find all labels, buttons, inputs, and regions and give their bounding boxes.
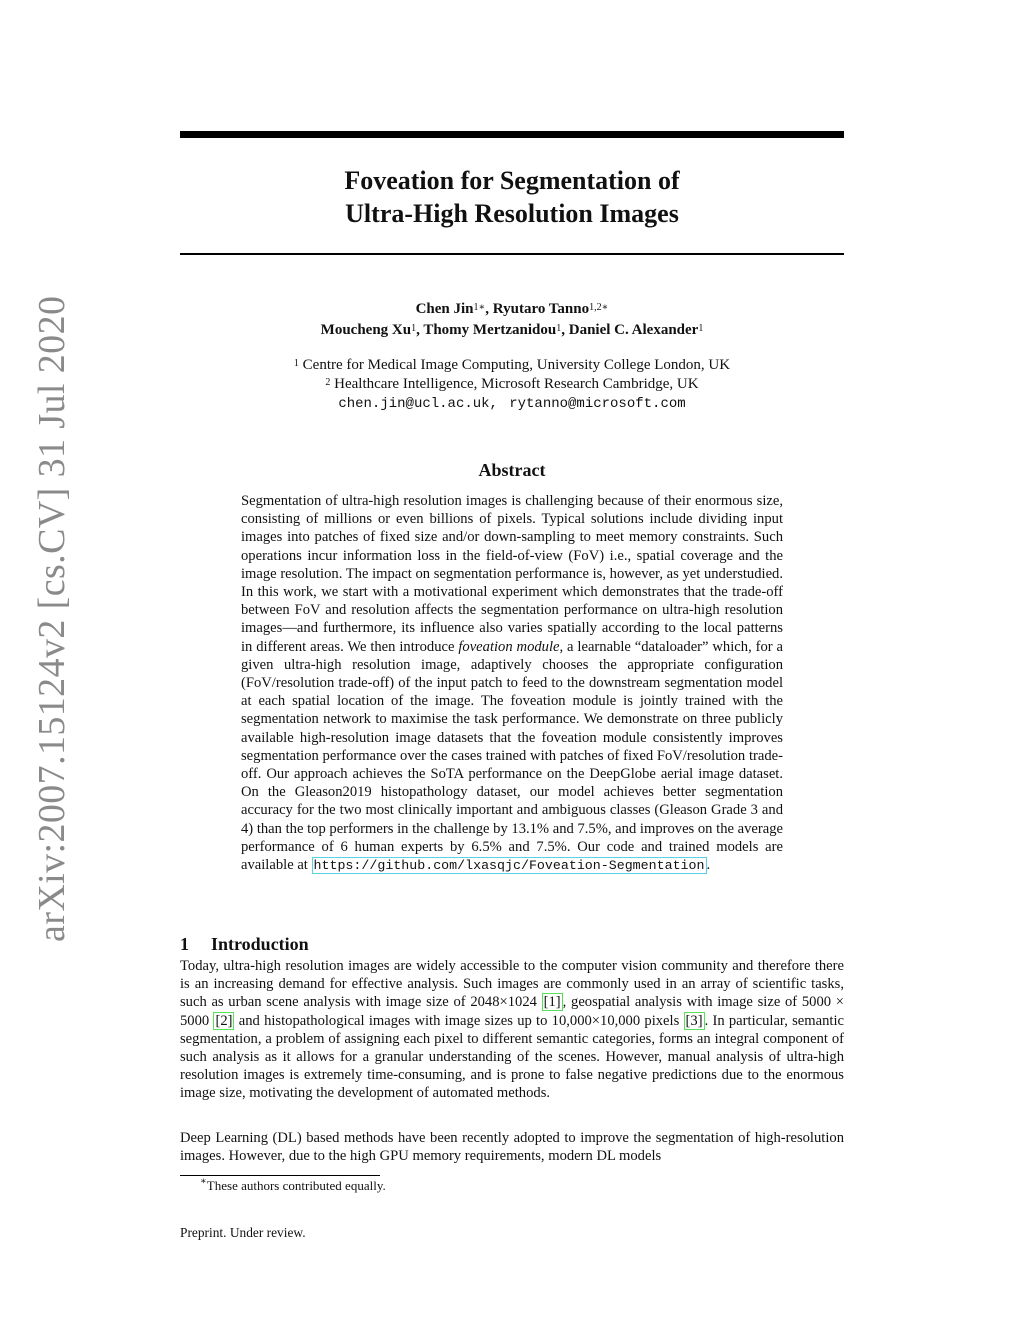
email-line [180,394,844,414]
arxiv-identifier: arXiv:2007.15124v2 [cs.CV] 31 Jul 2020 [31,295,73,942]
author-name: Daniel C. Alexander [568,322,699,338]
footnote-rule [180,1175,380,1176]
author-affil-mark: 1 [698,323,704,334]
email-address[interactable]: rytanno@microsoft.com [509,396,686,412]
section-heading [180,934,309,955]
footnote-text: These authors contributed equally. [206,1178,386,1193]
title-line-2: Ultra-High Resolution Images [345,199,679,228]
title-bottom-rule [180,253,844,255]
footnote [200,1178,386,1194]
citation-link[interactable]: [2] [215,1012,233,1029]
author-line-2: Moucheng Xu$^1$, Thomy Mertzanidou$^1$, Daniel C. Alexander$^1$ [320,322,704,338]
preprint-footer: Preprint. Under review. [180,1225,306,1240]
email-address[interactable]: chen.jin@ucl.ac.uk, [338,396,498,412]
abstract-text: , a learnable “dataloader” which, for a given ultra-high resolution image, adaptively chooses the appropriate configuration (FoV/resolution trade-off) of the input patch to feed to the downstream segmentation model at each spatial location of the image. The foveation module is jointly trained with the segmentation network to maximise the task performance. We demonstrate on three publicly available high-resolution image datasets that the foveation module consistently improves segmentation performance over the cases trained with patches of fixed FoV/resolution trade-off. Our approach achieves the SoTA performance on the DeepGlobe aerial image dataset. On the Gleason2019 histopathology dataset, our model achieves better segmentation accuracy for the two most clinically important and ambiguous classes (Gleason Grade 3 and 4) than the top performers in the challenge by 13.1% and 7.5%, and improves on the average performance of 6 human experts by 6.5% and 7.5%. Our code and trained models are available at [241,638,783,874]
code-repo-link[interactable]: https://github.com/lxasqjc/Foveation-Segmentation [313,858,705,874]
author-affil-mark: 1 [556,323,562,334]
citation-link[interactable]: [1] [543,994,561,1011]
affiliation-line [180,356,844,375]
affil-number: 1 [293,358,299,369]
abstract-text: . [706,857,711,874]
affil-text: Centre for Medical Image Computing, University College London, UK [302,357,731,373]
affiliation-line [180,375,844,394]
section-number: 1 [180,934,189,954]
paragraph-text: and histopathological images with image sizes up to 10,000×10,000 pixels [234,1012,684,1029]
abstract-emphasis: foveation module [458,638,560,655]
paragraph-text: Today, ultra-high resolution images are widely accessible to the computer vision community and therefore there is an increasing demand for effective analysis. Such images are commonly used in an array of scientific tasks, such as urban scene analysis with image size of 2048×1024 [180,958,844,1011]
citation-link[interactable]: [3] [685,1012,703,1029]
author-affil-mark: 1,2∗ [589,302,609,313]
abstract-heading: Abstract [478,460,546,480]
abstract-body [241,492,783,875]
author-line-1: Chen Jin$^{1∗}$, Ryutaro Tanno$^{1,2∗}$ [415,301,609,317]
paper-title [180,164,844,230]
paragraph-text: . In particular, semantic segmentation, a problem of assigning each pixel to different semantic categories, forms an integral component of such analysis as it allows for a granular understanding of the scenes. However, manual analysis of ultra-high resolution images is extremely time-consuming, and is prone to false negative predictions due to the enormous image size, motivating the development of automated methods. [180,1012,844,1102]
title-line-1: Foveation for Segmentation of [344,166,680,195]
author-affil-mark: 1 [411,323,417,334]
author-name: Chen Jin [415,301,474,317]
author-block [180,299,844,341]
author-affil-mark: 1∗ [473,302,486,313]
intro-paragraph-1 [180,957,844,1103]
footnote-mark: ∗ [200,1176,207,1187]
author-name: Thomy Mertzanidou [423,322,557,338]
abstract-text: Segmentation of ultra-high resolution images is challenging because of their enormous size, consisting of millions or even billions of pixels. Typical solutions include dividing input images into patches of fixed size and/or down-sampling to meet memory constraints. Such operations incur information loss in the field-of-view (FoV) i.e., spatial coverage and the image resolution. The impact on segmentation performance is, however, as yet understudied. In this work, we start with a motivational experiment which demonstrates that the trade-off between FoV and resolution affects the segmentation performance on ultra-high resolution images—and furthermore, its influence also varies spatially according to the local patterns in different areas. We then introduce [241,493,783,655]
section-title: Introduction [211,934,309,954]
intro-paragraph-2: Deep Learning (DL) based methods have been recently adopted to improve the segmentation of high-resolution images. However, due to the high GPU memory requirements, modern DL models [180,1130,844,1165]
affil-number: 2 [325,377,331,388]
affil-text: Healthcare Intelligence, Microsoft Research Cambridge, UK [334,376,699,392]
author-name: Ryutaro Tanno [492,301,590,317]
affiliation-block [180,356,844,414]
paragraph-text: , geospatial analysis with image size of 5000 × 5000 [180,994,844,1029]
author-name: Moucheng Xu [320,322,412,338]
title-top-rule [180,131,844,138]
